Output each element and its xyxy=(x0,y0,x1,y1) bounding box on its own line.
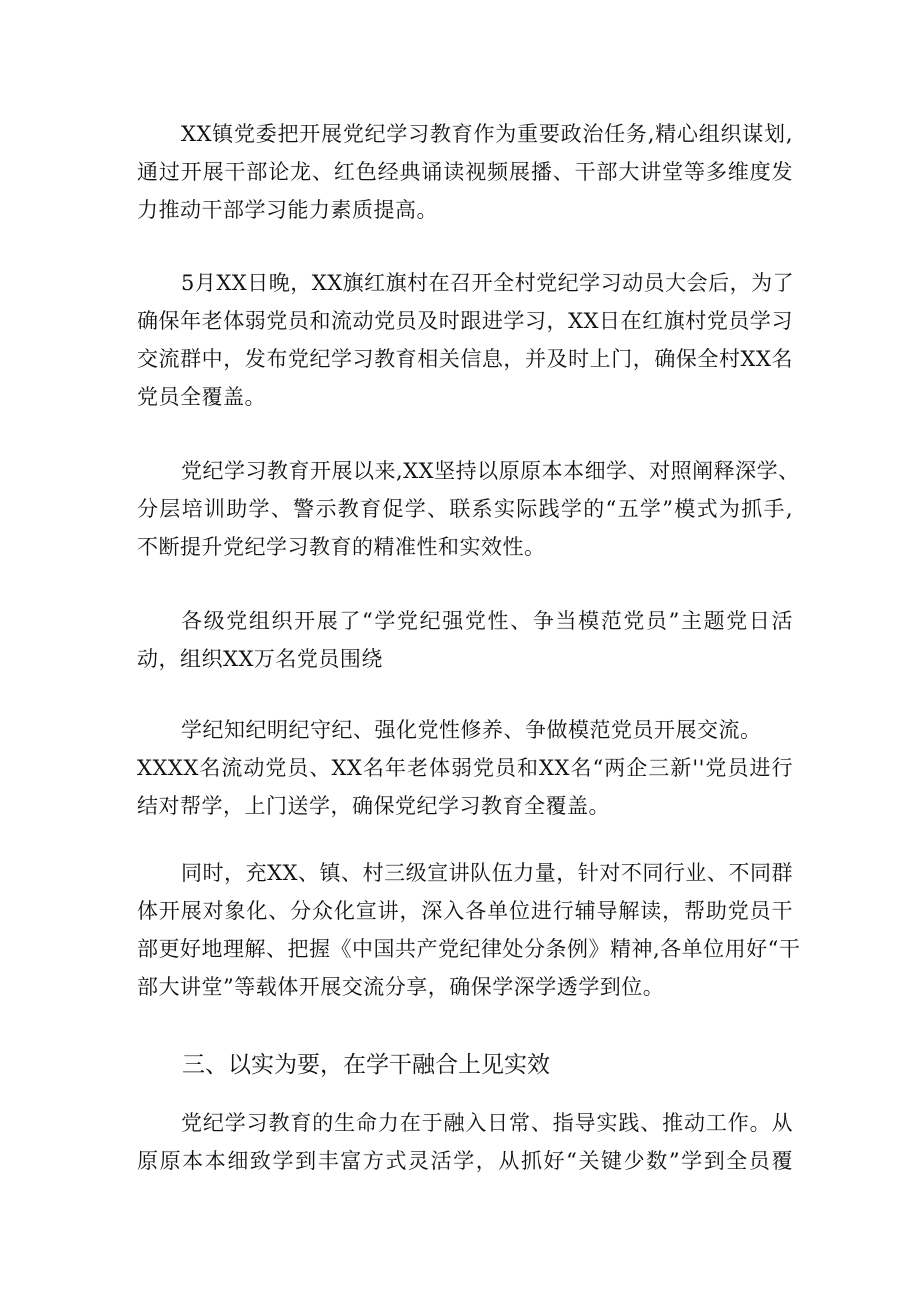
paragraph-line: XX镇党委把开展党纪学习教育作为重要政治任务,精心组织谋划, xyxy=(181,122,793,146)
paragraph-line: 交流群中，发布党纪学习教育相关信息，并及时上门，确保全村XX名 xyxy=(137,347,793,371)
paragraph-5 xyxy=(137,711,793,825)
paragraph-line: XXXX名流动党员、XX名年老体弱党员和XX名“两企三新''党员进行 xyxy=(137,756,793,780)
paragraph-line: 部更好地理解、把握《中国共产党纪律处分条例》精神,各单位用好“干 xyxy=(137,937,801,961)
paragraph-7 xyxy=(137,1104,793,1180)
paragraph-1 xyxy=(137,115,793,229)
paragraph-line: 学纪知纪明纪守纪、强化党性修养、争做模范党员开展交流。 xyxy=(181,718,762,742)
paragraph-line: 部大讲堂”等载体开展交流分享，确保学深学透学到位。 xyxy=(137,975,665,999)
paragraph-2 xyxy=(137,264,793,416)
section-heading: 三、以实为要，在学干融合上见实效 xyxy=(182,1052,550,1078)
paragraph-line: 5月XX日晚，XX旗红旗村在召开全村党纪学习动员大会后，为了 xyxy=(181,271,795,295)
paragraph-line: 确保年老体弱党员和流动党员及时跟进学习，XX日在红旗村党员学习 xyxy=(137,309,793,333)
paragraph-6 xyxy=(137,854,801,1006)
paragraph-line: 结对帮学，上门送学，确保党纪学习教育全覆盖。 xyxy=(137,794,610,818)
paragraph-3 xyxy=(137,452,800,566)
paragraph-line: 体开展对象化、分众化宣讲，深入各单位进行辅导解读，帮助党员干 xyxy=(137,899,793,923)
paragraph-line: 通过开展干部论龙、红色经典诵读视频展播、干部大讲堂等多维度发 xyxy=(137,160,793,184)
paragraph-4 xyxy=(137,602,793,678)
paragraph-line: 党纪学习教育开展以来,XX坚持以原原本本细学、对照阐释深学、 xyxy=(181,459,800,483)
paragraph-line: 同时，充XX、镇、村三级宣讲队伍力量，针对不同行业、不同群 xyxy=(181,861,793,885)
paragraph-line: 各级党组织开展了“学党纪强党性、争当模范党员”主题党日活 xyxy=(181,609,793,633)
paragraph-line: 原原本本细致学到丰富方式灵活学，从抓好“关键少数”学到全员覆 xyxy=(137,1149,793,1173)
paragraph-line: 力推动干部学习能力素质提高。 xyxy=(137,198,438,222)
paragraph-line: 党员全覆盖。 xyxy=(137,385,266,409)
paragraph-line: 分层培训助学、警示教育促学、联系实际践学的“五学”模式为抓手, xyxy=(137,497,793,521)
paragraph-line: 动，组织XX万名党员围绕 xyxy=(137,647,383,671)
paragraph-line: 党纪学习教育的生命力在于融入日常、指导实践、推动工作。从 xyxy=(181,1111,793,1135)
paragraph-line: 不断提升党纪学习教育的精准性和实效性。 xyxy=(137,535,546,559)
